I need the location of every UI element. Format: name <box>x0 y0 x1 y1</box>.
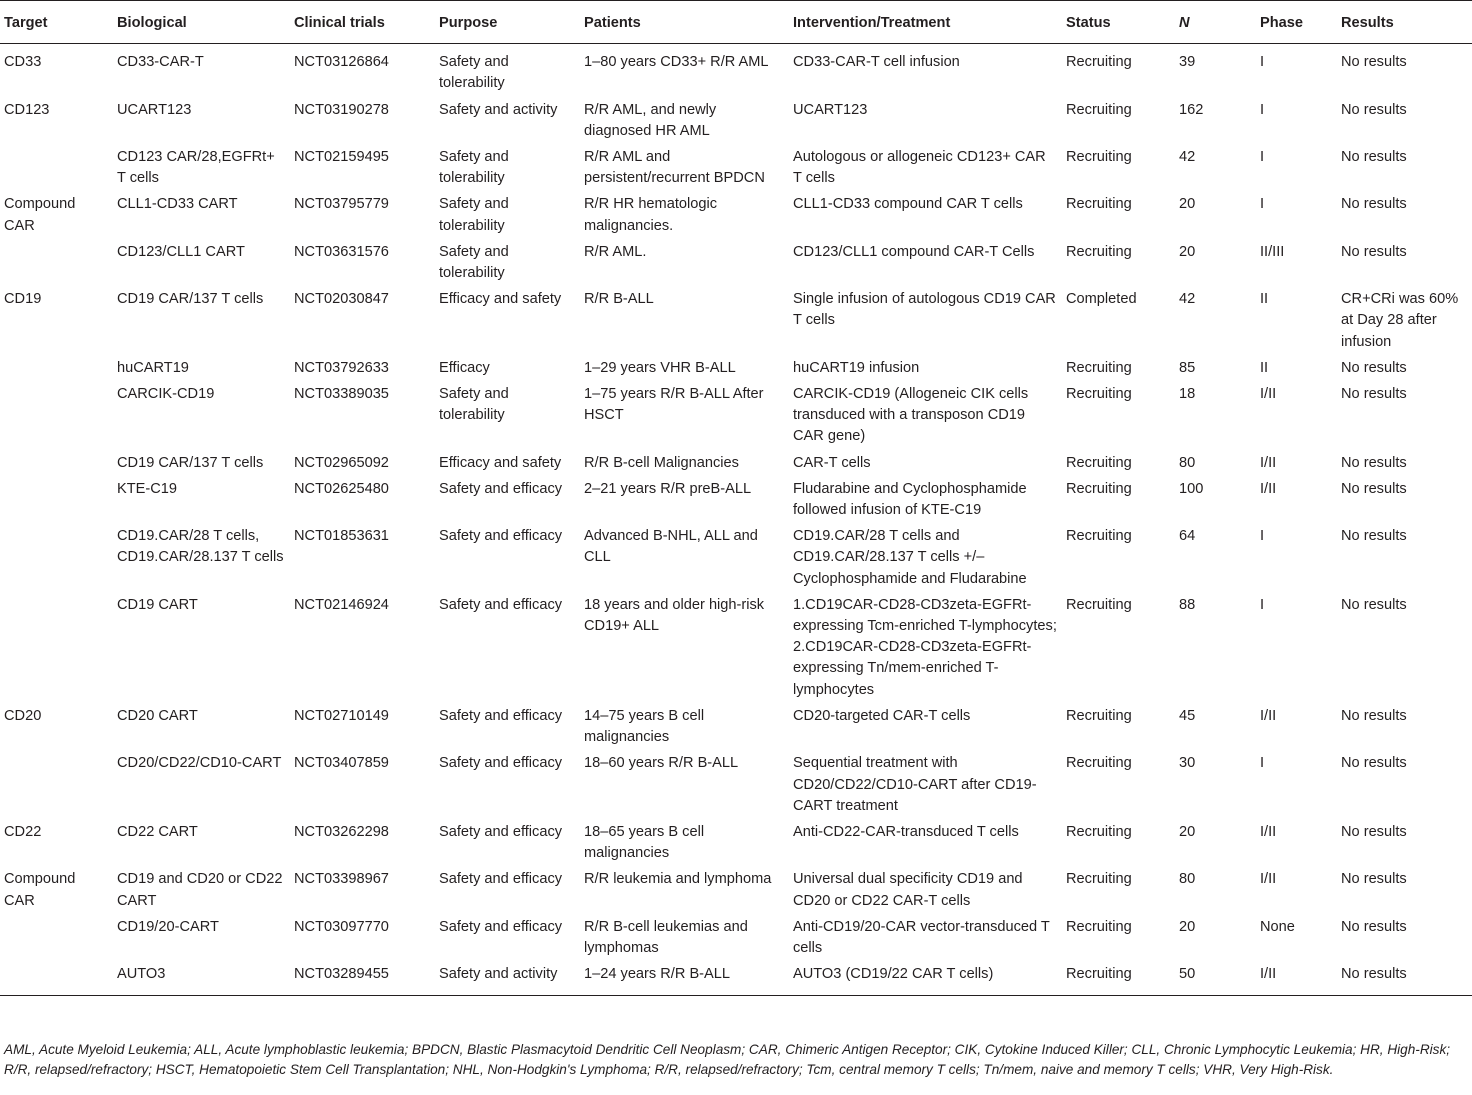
cell-n: 20 <box>1179 918 1196 935</box>
cell-phase: I/II <box>1256 960 1337 996</box>
cell-biological: AUTO3 <box>113 960 290 996</box>
cell-patients: 2–21 years R/R preB-ALL <box>584 480 752 497</box>
cell-n: 80 <box>1179 454 1196 471</box>
cell-intervention: Anti-CD19/20-CAR vector-transduced T cells <box>793 918 1050 956</box>
cell-phase: I/II <box>1260 386 1277 403</box>
cell-purpose: Efficacy <box>439 359 490 376</box>
cell-clinical-trial: NCT03398967 <box>294 871 389 888</box>
cell-intervention: CAR-T cells <box>793 454 871 471</box>
cell-intervention: Fludarabine and Cyclophosphamide followed infusion of KTE-C19 <box>793 480 1027 519</box>
cell-phase: I <box>1260 54 1265 71</box>
cell-intervention: CLL1-CD33 compound CAR T cells <box>793 196 1023 213</box>
table-row <box>0 702 1472 749</box>
cell-phase: I <box>1260 528 1265 545</box>
cell-status: Recruiting <box>1066 243 1132 260</box>
cell-target <box>0 380 113 449</box>
cell-n: 39 <box>1179 54 1196 71</box>
cell-phase: I <box>1260 101 1265 118</box>
cell-patients: R/R B-cell leukemias and lymphomas <box>584 918 748 956</box>
cell-biological: huCART19 <box>117 359 189 376</box>
table-row <box>0 143 1472 190</box>
cell-n: 20 <box>1179 823 1196 840</box>
cell-results: No results <box>1341 54 1407 71</box>
cell-n: 30 <box>1179 755 1196 772</box>
cell-purpose: Safety and efficacy <box>439 707 563 724</box>
header-status: Status <box>1062 1 1175 44</box>
cell-purpose: Safety and activity <box>439 101 558 118</box>
cell-biological: CD19 CART <box>117 596 198 613</box>
cell-intervention: Universal dual specificity CD19 and CD20 or CD22 CAR-T cells <box>793 871 1023 909</box>
cell-status: Recruiting <box>1066 596 1132 613</box>
cell-phase: I <box>1260 755 1265 772</box>
cell-target: CD22 <box>4 823 42 840</box>
header-biological: Biological <box>113 1 290 44</box>
cell-purpose: Safety and efficacy <box>439 918 563 935</box>
cell-results: No results <box>1341 918 1407 935</box>
cell-clinical-trial: NCT03389035 <box>294 386 389 403</box>
table-row <box>0 818 1472 865</box>
cell-patients: 1–80 years CD33+ R/R AML <box>584 54 769 71</box>
cell-purpose: Safety and tolerability <box>439 243 509 282</box>
cell-results: No results <box>1341 101 1407 118</box>
cell-n: 88 <box>1179 596 1196 613</box>
cell-n: 100 <box>1179 480 1204 497</box>
header-target: Target <box>0 1 113 44</box>
cell-target: CD19 <box>4 291 42 308</box>
cell-n: 162 <box>1179 101 1204 118</box>
cell-patients: R/R B-ALL <box>584 291 654 308</box>
cell-biological: CD19 CAR/137 T cells <box>117 291 264 308</box>
cell-patients: 18 years and older high-risk CD19+ ALL <box>584 596 765 635</box>
header-row <box>0 1 1472 44</box>
cell-status: Recruiting <box>1066 707 1132 724</box>
cell-intervention: UCART123 <box>793 101 868 118</box>
cell-biological: CD123 CAR/28,EGFRt+ T cells <box>117 149 275 187</box>
cell-n: 42 <box>1179 149 1196 166</box>
cell-clinical-trial: NCT03262298 <box>294 823 389 840</box>
cell-phase: I/II <box>1260 454 1277 471</box>
cell-clinical-trial: NCT02146924 <box>294 596 389 613</box>
cell-patients: 1–24 years R/R B-ALL <box>580 960 789 996</box>
cell-clinical-trial: NCT03289455 <box>290 960 435 996</box>
cell-purpose: Safety and efficacy <box>439 480 563 497</box>
cell-patients: R/R HR hematologic malignancies. <box>584 196 718 234</box>
cell-intervention: CD19.CAR/28 T cells and CD19.CAR/28.137 T cells +/– Cyclophosphamide and Fludarabine <box>793 528 1027 587</box>
table-row <box>0 522 1472 591</box>
cell-biological: CLL1-CD33 CART <box>117 196 238 213</box>
cell-target: CD20 <box>4 707 42 724</box>
cell-biological: UCART123 <box>117 101 192 118</box>
cell-phase: I <box>1260 149 1265 166</box>
cell-biological: CD33-CAR-T <box>117 54 204 71</box>
cell-patients: R/R leukemia and lymphoma <box>584 871 772 888</box>
header-clinical-trials: Clinical trials <box>290 1 435 44</box>
cell-purpose: Safety and tolerability <box>439 386 509 424</box>
cell-biological: CD20 CART <box>117 707 198 724</box>
cell-results: No results <box>1341 871 1407 888</box>
cell-clinical-trial: NCT02159495 <box>294 149 389 166</box>
cell-clinical-trial: NCT02710149 <box>294 707 389 724</box>
cell-phase: I/II <box>1260 480 1277 497</box>
table-row <box>0 591 1472 702</box>
table-row <box>0 449 1472 475</box>
cell-phase: II <box>1260 359 1269 376</box>
cell-n: 20 <box>1179 196 1196 213</box>
cell-status: Recruiting <box>1066 480 1132 497</box>
cell-intervention: CD33-CAR-T cell infusion <box>793 54 960 71</box>
table-footnote: AML, Acute Myeloid Leukemia; ALL, Acute lymphoblastic leukemia; BPDCN, Blastic Plasmacytoid Dendritic Cell Neoplasm; CAR, Chimeric Antigen Receptor; CIK, Cytokine Induced Killer; CLL, Chronic Lymphocytic Leukemia; HR, High-Risk; R/R, relapsed/refractory; HSCT, Hematopoietic Stem Cell Transplantation; NHL, Non-Hodgkin's Lymphoma; R/R, relapsed/refractory; Tcm, central memory T cells; Tn/mem, naive and memory T cells; VHR, Very High-Risk. <box>4 1042 1451 1077</box>
cell-patients: 1–75 years R/R B-ALL After HSCT <box>584 386 764 424</box>
table-row <box>0 354 1472 380</box>
cell-intervention: Single infusion of autologous CD19 CAR T cells <box>793 291 1056 329</box>
cell-patients: Advanced B-NHL, ALL and CLL <box>584 528 758 566</box>
cell-results: No results <box>1341 149 1407 166</box>
cell-target <box>0 475 113 522</box>
cell-results: No results <box>1337 960 1472 996</box>
cell-clinical-trial: NCT02030847 <box>294 291 389 308</box>
cell-results: No results <box>1341 243 1407 260</box>
cell-intervention: Anti-CD22-CAR-transduced T cells <box>793 823 1019 840</box>
cell-results: CR+CRi was 60% at Day 28 after infusion <box>1341 291 1459 350</box>
header-intervention: Intervention/Treatment <box>789 1 1062 44</box>
cell-status: Recruiting <box>1066 386 1132 403</box>
cell-clinical-trial: NCT03407859 <box>294 755 389 772</box>
cell-patients: 14–75 years B cell malignancies <box>584 707 705 746</box>
cell-clinical-trial: NCT02965092 <box>294 454 389 471</box>
cell-patients: 1–29 years VHR B-ALL <box>584 359 736 376</box>
cell-biological: CD123/CLL1 CART <box>117 243 245 260</box>
cell-purpose: Safety and tolerability <box>439 149 509 187</box>
cell-target <box>0 749 113 818</box>
cell-purpose: Safety and efficacy <box>439 871 563 888</box>
cell-intervention: Autologous or allogeneic CD123+ CAR T cells <box>793 149 1046 187</box>
cell-biological: CD20/CD22/CD10-CART <box>117 755 282 772</box>
table-row <box>0 238 1472 285</box>
cell-purpose: Safety and tolerability <box>439 196 509 234</box>
cell-purpose: Safety and efficacy <box>439 528 563 545</box>
cell-results: No results <box>1341 707 1407 724</box>
cell-target <box>0 522 113 591</box>
cell-target <box>0 960 113 996</box>
cell-status: Completed <box>1066 291 1137 308</box>
cell-biological: CD19 CAR/137 T cells <box>117 454 264 471</box>
cell-patients: 18–60 years R/R B-ALL <box>584 755 739 772</box>
cell-intervention: huCART19 infusion <box>793 359 920 376</box>
cell-purpose: Safety and tolerability <box>439 54 509 92</box>
cell-target <box>0 354 113 380</box>
cell-intervention: Sequential treatment with CD20/CD22/CD10-CART after CD19-CART treatment <box>793 755 1037 814</box>
cell-results: No results <box>1341 596 1407 613</box>
table-row <box>0 475 1472 522</box>
cell-phase: II/III <box>1260 243 1285 260</box>
cell-intervention: CD20-targeted CAR-T cells <box>793 707 971 724</box>
cell-patients: R/R B-cell Malignancies <box>584 454 739 471</box>
cell-biological: CD19 and CD20 or CD22 CART <box>117 871 283 909</box>
cell-intervention: CARCIK-CD19 (Allogeneic CIK cells transduced with a transposon CD19 CAR gene) <box>793 386 1029 445</box>
cell-biological: KTE-C19 <box>117 480 178 497</box>
cell-target <box>0 913 113 960</box>
cell-phase: I <box>1260 196 1265 213</box>
cell-status: Recruiting <box>1066 359 1132 376</box>
cell-patients: R/R AML. <box>584 243 647 260</box>
cell-status: Recruiting <box>1066 871 1132 888</box>
cell-n: 20 <box>1179 243 1196 260</box>
cell-clinical-trial: NCT03126864 <box>294 54 389 71</box>
cell-phase: None <box>1260 918 1295 935</box>
cell-status: Recruiting <box>1066 823 1132 840</box>
cell-status: Recruiting <box>1066 528 1132 545</box>
cell-clinical-trial: NCT03795779 <box>294 196 389 213</box>
cell-results: No results <box>1341 480 1407 497</box>
header-purpose: Purpose <box>435 1 580 44</box>
cell-biological: CARCIK-CD19 <box>117 386 215 403</box>
cell-patients: R/R AML, and newly diagnosed HR AML <box>584 101 717 139</box>
cell-patients: R/R AML and persistent/recurrent BPDCN <box>584 149 765 187</box>
cell-status: Recruiting <box>1066 101 1132 118</box>
cell-clinical-trial: NCT03792633 <box>294 359 389 376</box>
cell-clinical-trial: NCT03097770 <box>294 918 389 935</box>
cell-results: No results <box>1341 823 1407 840</box>
cell-status: Recruiting <box>1066 918 1132 935</box>
cell-purpose: Safety and efficacy <box>439 755 563 772</box>
cell-n: 85 <box>1179 359 1196 376</box>
cell-purpose: Safety and efficacy <box>439 823 563 840</box>
cell-n: 64 <box>1179 528 1196 545</box>
cell-biological: CD19.CAR/28 T cells, CD19.CAR/28.137 T cells <box>117 528 284 566</box>
cell-intervention: 1.CD19CAR-CD28-CD3zeta-EGFRt-expressing Tcm-enriched T-lymphocytes; 2.CD19CAR-CD28-CD3zeta-EGFRt-expressing Tn/mem-enriched T-lymphocytes <box>793 596 1057 698</box>
cell-results: No results <box>1341 528 1407 545</box>
cell-clinical-trial: NCT02625480 <box>294 480 389 497</box>
cell-biological: CD22 CART <box>117 823 198 840</box>
header-n: N <box>1175 1 1256 44</box>
table-row <box>0 380 1472 449</box>
cell-intervention: CD123/CLL1 compound CAR-T Cells <box>793 243 1035 260</box>
cell-purpose: Safety and activity <box>435 960 580 996</box>
table-row <box>0 913 1472 960</box>
table-row <box>0 190 1472 237</box>
cell-n: 42 <box>1179 291 1196 308</box>
cell-results: No results <box>1341 386 1407 403</box>
cell-results: No results <box>1341 359 1407 376</box>
cell-n: 45 <box>1179 707 1196 724</box>
cell-target <box>0 449 113 475</box>
cell-status: Recruiting <box>1066 755 1132 772</box>
cell-target <box>0 238 113 285</box>
table-row <box>0 960 1472 996</box>
cell-results: No results <box>1341 454 1407 471</box>
cell-status: Recruiting <box>1062 960 1175 996</box>
cell-results: No results <box>1341 196 1407 213</box>
cell-status: Recruiting <box>1066 454 1132 471</box>
cell-phase: I <box>1260 596 1265 613</box>
header-results: Results <box>1337 1 1472 44</box>
cell-status: Recruiting <box>1066 149 1132 166</box>
cell-phase: II <box>1260 291 1269 308</box>
cell-results: No results <box>1341 755 1407 772</box>
cell-clinical-trial: NCT03190278 <box>294 101 389 118</box>
header-phase: Phase <box>1256 1 1337 44</box>
cell-phase: I/II <box>1260 707 1277 724</box>
cell-target <box>0 143 113 190</box>
cell-clinical-trial: NCT03631576 <box>294 243 389 260</box>
cell-n: 18 <box>1179 386 1196 403</box>
table-header <box>0 1 1472 44</box>
cell-purpose: Efficacy and safety <box>439 454 562 471</box>
cell-status: Recruiting <box>1066 54 1132 71</box>
cell-target <box>0 591 113 702</box>
cell-n: 50 <box>1175 960 1256 996</box>
cell-target: CD33 <box>4 54 42 71</box>
cell-phase: I/II <box>1260 823 1277 840</box>
table-row <box>0 44 1472 96</box>
cell-n: 80 <box>1179 871 1196 888</box>
cell-target: CD123 <box>4 101 50 118</box>
table-row <box>0 865 1472 912</box>
header-patients: Patients <box>580 1 789 44</box>
cell-patients: 18–65 years B cell malignancies <box>584 823 705 862</box>
cell-status: Recruiting <box>1066 196 1132 213</box>
cell-purpose: Safety and efficacy <box>439 596 563 613</box>
cell-target: Compound CAR <box>4 196 76 234</box>
table-row <box>0 96 1472 143</box>
table-row <box>0 285 1472 354</box>
cell-target: Compound CAR <box>4 871 76 909</box>
table-body <box>0 44 1472 996</box>
table-row <box>0 749 1472 818</box>
cell-biological: CD19/20-CART <box>117 918 219 935</box>
cell-phase: I/II <box>1260 871 1277 888</box>
cell-purpose: Efficacy and safety <box>439 291 562 308</box>
cell-clinical-trial: NCT01853631 <box>294 528 389 545</box>
cell-intervention: AUTO3 (CD19/22 CAR T cells) <box>789 960 1062 996</box>
